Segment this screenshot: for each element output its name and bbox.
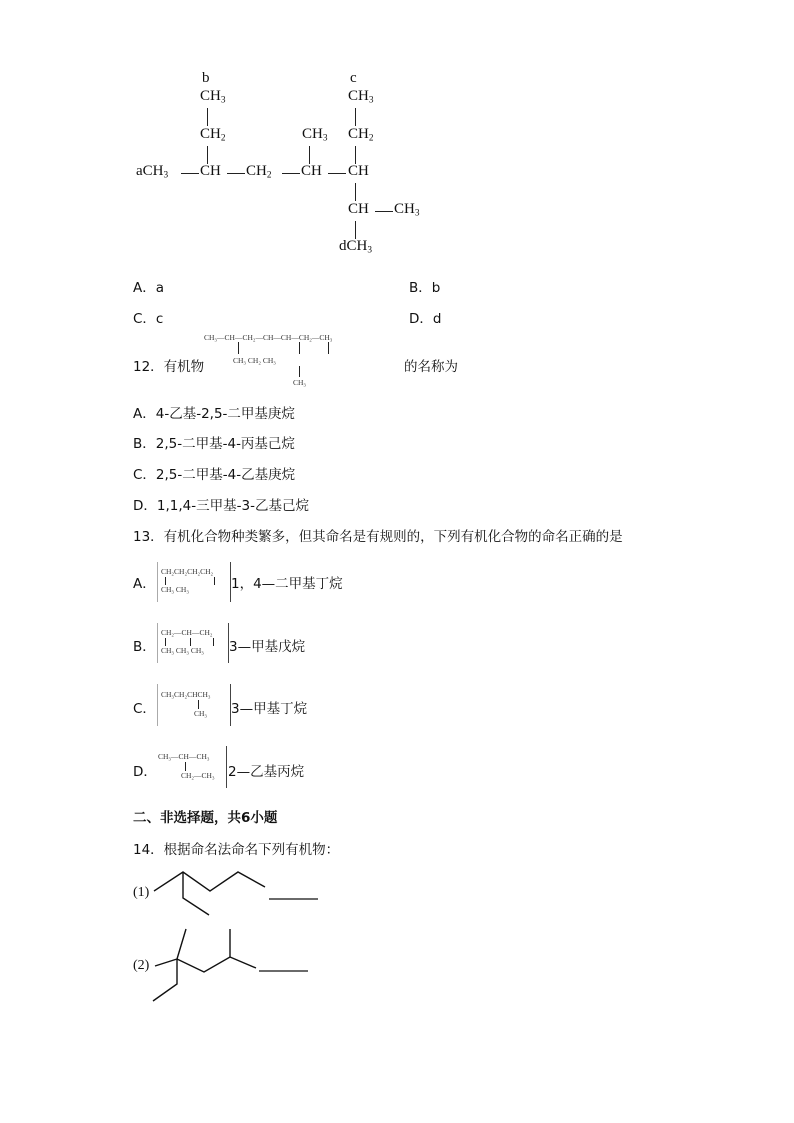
q13-b-structure (157, 623, 229, 663)
ch-2: CH (301, 163, 322, 179)
ch-3: CH (348, 163, 369, 179)
q13-b-name: 3—甲基戊烷 (229, 639, 306, 655)
q13-a-structure (157, 562, 231, 602)
q12-suffix: 的名称为 (404, 359, 458, 375)
ch2-b: $CH_2$ (200, 126, 226, 144)
ch-1: CH (200, 163, 221, 179)
q12-option-c[interactable]: C．2,5-二甲基-4-乙基庚烷 (133, 467, 296, 483)
q12-struct-mid: CH₃ CH₂ CH₃ (233, 356, 276, 365)
q14-part1-skeletal-structure (150, 866, 325, 918)
ch3-a: aCH$_3$ (136, 163, 169, 181)
bond (355, 146, 356, 164)
q11-option-b[interactable]: B．b (409, 280, 441, 296)
label-b: b (202, 70, 210, 86)
struct-line: CH₂CH₂CH₂CH₂ (161, 567, 214, 576)
struct-line: CH₃ (194, 709, 208, 718)
label-c: c (350, 70, 357, 86)
q14-part2-label: (2) (133, 958, 150, 973)
q13-d-name: 2—乙基丙烷 (228, 764, 305, 780)
bond (181, 173, 199, 174)
q13-option-b[interactable]: B． (133, 639, 156, 655)
q13-option-c[interactable]: C． (133, 701, 156, 717)
q13-option-a[interactable]: A． (133, 576, 156, 592)
struct-line: CH₃ CH₃ CH₃ (161, 646, 204, 655)
q13-d-structure (155, 746, 227, 788)
q12-option-a[interactable]: A．4-乙基-2,5-二甲基庚烷 (133, 406, 295, 422)
q13-a-name: 1，4—二甲基丁烷 (231, 576, 343, 592)
ch-4: CH (348, 201, 369, 217)
bond (282, 173, 300, 174)
q11-option-c[interactable]: C．c (133, 311, 164, 327)
struct-line: CH₂—CH—CH₂ (161, 628, 213, 637)
bond (375, 211, 393, 212)
q13-c-structure (157, 684, 231, 726)
ch3-mid: $CH_3$ (302, 126, 328, 144)
q12-struct-top: CH₃—CH—CH₂—CH—CH—CH₂—CH₃ (204, 333, 333, 342)
q11-option-d[interactable]: D．d (409, 311, 442, 327)
struct-line: CH₃CH₂CHCH₃ (161, 690, 211, 699)
struct-line: CH₂—CH₃ (181, 771, 215, 780)
ch3-c: $CH_3$ (348, 88, 374, 106)
bond (355, 221, 356, 239)
bond (328, 173, 346, 174)
bond (207, 108, 208, 126)
struct-line: CH₃—CH—CH₃ (158, 752, 210, 761)
bond (227, 173, 245, 174)
q12-option-d[interactable]: D．1,1,4-三甲基-3-乙基己烷 (133, 498, 309, 514)
q11-option-a[interactable]: A．a (133, 280, 165, 296)
q14-part2-skeletal-structure (150, 926, 315, 1006)
q12-prefix: 12．有机物 (133, 359, 205, 375)
section-title: 二、非选择题，共6小题 (133, 810, 278, 826)
q14-part1-label: (1) (133, 885, 150, 900)
q14-stem: 14．根据命名法命名下列有机物： (133, 842, 340, 858)
ch3-d: dCH$_3$ (339, 238, 372, 256)
q13-stem: 13．有机化合物种类繁多，但其命名是有规则的，下列有机化合物的命名正确的是 (133, 529, 623, 545)
q12-option-b[interactable]: B．2,5-二甲基-4-丙基己烷 (133, 436, 295, 452)
q12-struct-bot: CH₃ (293, 378, 307, 387)
q13-option-d[interactable]: D． (133, 764, 157, 780)
struct-line: CH₃ CH₃ (161, 585, 189, 594)
bond (355, 183, 356, 201)
bond (355, 108, 356, 126)
q13-c-name: 3—甲基丁烷 (231, 701, 308, 717)
bond (207, 146, 208, 164)
ch2-main: $CH_2$ (246, 163, 272, 181)
bond (309, 146, 310, 164)
ch3-right: $CH_3$ (394, 201, 420, 219)
ch3-b: $CH_3$ (200, 88, 226, 106)
ch2-c: $CH_2$ (348, 126, 374, 144)
